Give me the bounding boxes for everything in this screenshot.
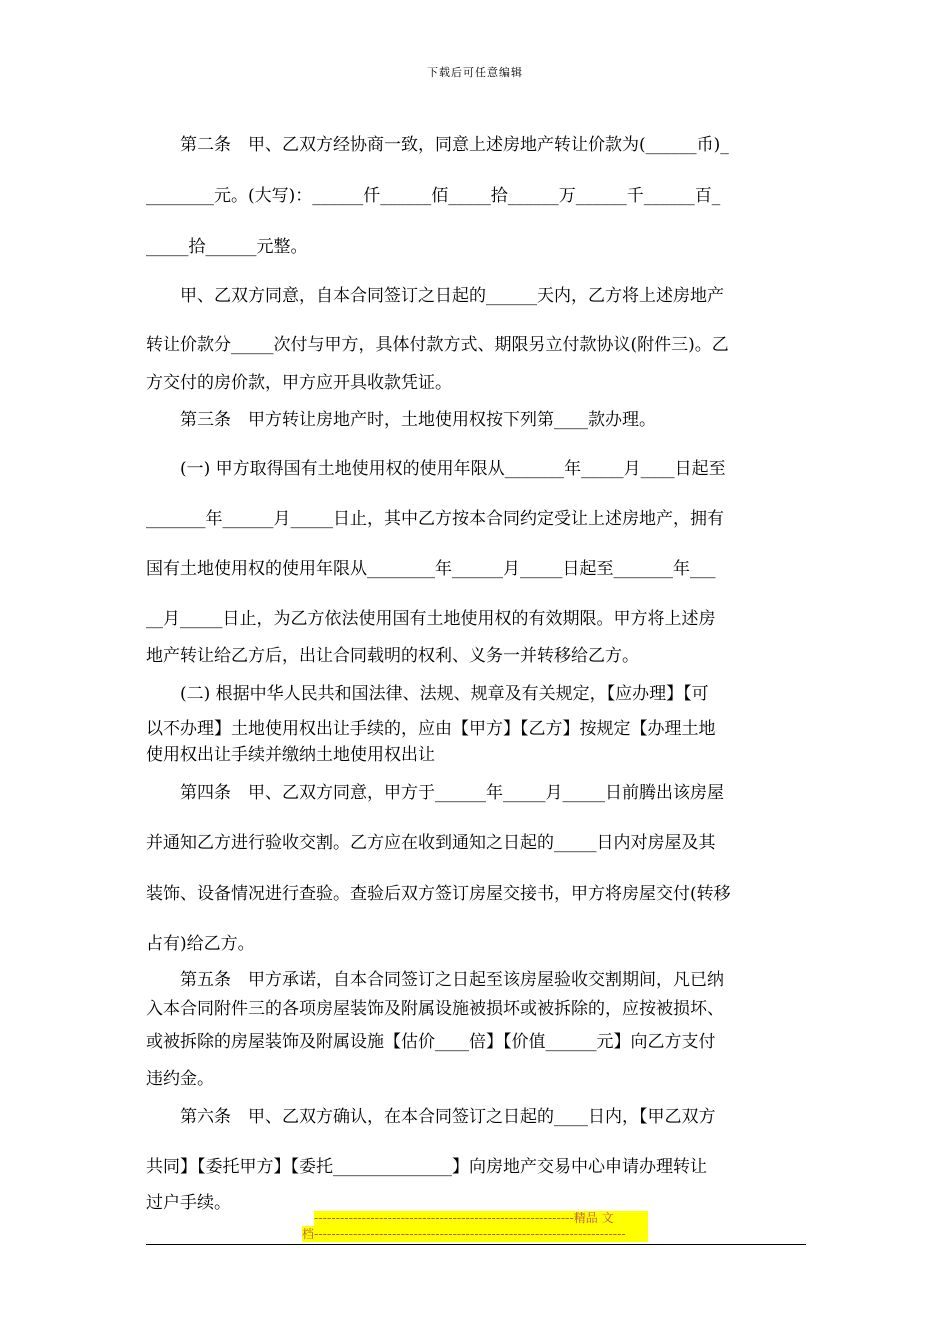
text-line: 过户手续。: [146, 1193, 231, 1213]
text-line: 第五条 甲方承诺，自本合同签订之日起至该房屋验收交割期间，凡已纳: [146, 970, 724, 990]
text-line: _____拾______元整。: [146, 237, 308, 257]
text-line: 或被拆除的房屋装饰及附属设施【估价____倍】【价值______元】向乙方支付: [146, 1032, 716, 1052]
text-line: 入本合同附件三的各项房屋装饰及附属设施被损坏或被拆除的，应按被损坏、: [146, 999, 724, 1019]
text-line: 第六条 甲、乙双方确认，在本合同签订之日起的____日内，【甲乙双方: [146, 1107, 716, 1127]
text-line: 第三条 甲方转让房地产时，土地使用权按下列第____款办理。: [146, 410, 656, 430]
footer-watermark-line-1: ------------------------------------------------------------精品 文: [314, 1211, 648, 1226]
text-line: __月_____日止，为乙方依法使用国有土地使用权的有效期限。甲方将上述房: [146, 609, 716, 629]
text-line: 使用权出让手续并缴纳土地使用权出让: [146, 745, 435, 765]
text-line: 占有)给乙方。: [146, 934, 255, 954]
text-line: 第二条 甲、乙双方经协商一致，同意上述房地产转让价款为(______币)_: [146, 135, 729, 155]
footer-watermark-line-2: 档------------------------------------------------------------------------: [302, 1226, 648, 1242]
text-line: 以不办理】土地使用权出让手续的，应由【甲方】【乙方】按规定【办理土地: [146, 719, 716, 739]
text-line: 甲、乙双方同意，自本合同签订之日起的______天内，乙方将上述房地产: [146, 286, 724, 306]
text-line: _______年______月_____日止，其中乙方按本合同约定受让上述房地产，拥有: [146, 509, 724, 529]
text-line: 地产转让给乙方后，出让合同载明的权利、义务一并转移给乙方。: [146, 646, 639, 666]
text-line: 第四条 甲、乙双方同意，甲方于______年_____月_____日前腾出该房屋: [146, 783, 724, 803]
text-line: (一) 甲方取得国有土地使用权的使用年限从_______年_____月____日起至: [146, 459, 726, 479]
text-line: 共同】【委托甲方】【委托______________】向房地产交易中心申请办理转让: [146, 1157, 707, 1177]
footer-divider: [146, 1244, 806, 1245]
page-header: 下载后可任意编辑: [427, 66, 523, 79]
text-line: 装饰、设备情况进行查验。查验后双方签订房屋交接书，甲方将房屋交付(转移: [146, 884, 731, 904]
text-line: 转让价款分_____次付与甲方，具体付款方式、期限另立付款协议(附件三)。乙: [146, 335, 729, 355]
text-line: 并通知乙方进行验收交割。乙方应在收到通知之日起的_____日内对房屋及其: [146, 833, 716, 853]
text-line: 违约金。: [146, 1069, 214, 1089]
text-line: 方交付的房价款，甲方应开具收款凭证。: [146, 373, 452, 393]
text-line: ________元。(大写)：______仟______佰_____拾______万______千______百_: [146, 186, 721, 206]
text-line: 国有土地使用权的使用年限从________年______月_____日起至_______年___: [146, 559, 716, 579]
text-line: (二) 根据中华人民共和国法律、法规、规章及有关规定，【应办理】【可: [146, 684, 709, 704]
